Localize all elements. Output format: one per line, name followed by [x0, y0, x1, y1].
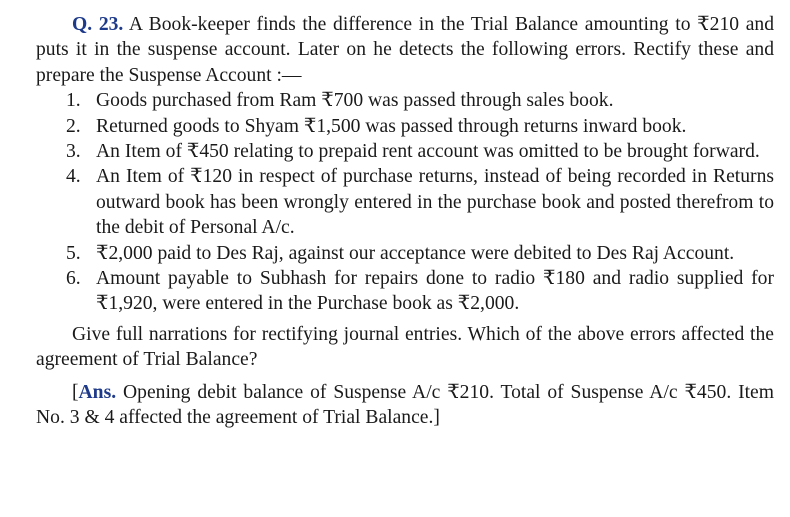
answer-label: Ans. [78, 381, 117, 403]
list-item-text: An Item of ₹450 relating to prepaid rent account was omitted to be brought forward. [96, 141, 760, 163]
answer-text: Opening debit balance of Suspense A/c ₹210. Total of Suspense A/c ₹450. Item No. 3 & 4 affected the agreement of Trial Balance.] [36, 381, 774, 429]
list-item-number: 6. [66, 268, 81, 290]
list-item-number: 2. [66, 115, 81, 137]
list-item-number: 4. [66, 166, 81, 188]
list-item-text: An Item of ₹120 in respect of purchase returns, instead of being recorded in Returns outward book has been wrongly entered in the purchase book and posted therefrom to the debit of Personal A/c. [96, 166, 774, 239]
list-item-text: Amount payable to Subhash for repairs done to radio ₹180 and radio supplied for ₹1,920, were entered in the Purchase book as ₹2,000. [96, 268, 774, 315]
list-item-number: 5. [66, 242, 81, 264]
list-item-number: 1. [66, 90, 81, 112]
question-number: Q. 23. [72, 14, 124, 35]
list-item [36, 164, 774, 240]
question-text: A Book-keeper finds the difference in the Trial Balance amounting to ₹210 and puts it in the suspense account. Later on he detects the following errors. Rectify these and prepare the Suspense Account :— [36, 14, 775, 86]
list-item-text: Returned goods to Shyam ₹1,500 was passed through returns inward book. [96, 115, 687, 137]
answer-paragraph [36, 380, 774, 431]
error-list [36, 88, 774, 317]
list-item [36, 241, 774, 266]
instruction-paragraph: Give full narrations for rectifying journal entries. Which of the above errors affected the agreement of Trial Balance? [36, 323, 774, 371]
question-paragraph [36, 12, 774, 88]
list-item [36, 114, 774, 139]
list-item [36, 88, 774, 113]
list-item [36, 266, 774, 317]
list-item-text: ₹2,000 paid to Des Raj, against our acceptance were debited to Des Raj Account. [96, 242, 735, 264]
list-item-number: 3. [66, 141, 81, 163]
list-item-text: Goods purchased from Ram ₹700 was passed through sales book. [96, 90, 614, 112]
answer-open-bracket: [ [72, 381, 79, 403]
list-item [36, 139, 774, 164]
